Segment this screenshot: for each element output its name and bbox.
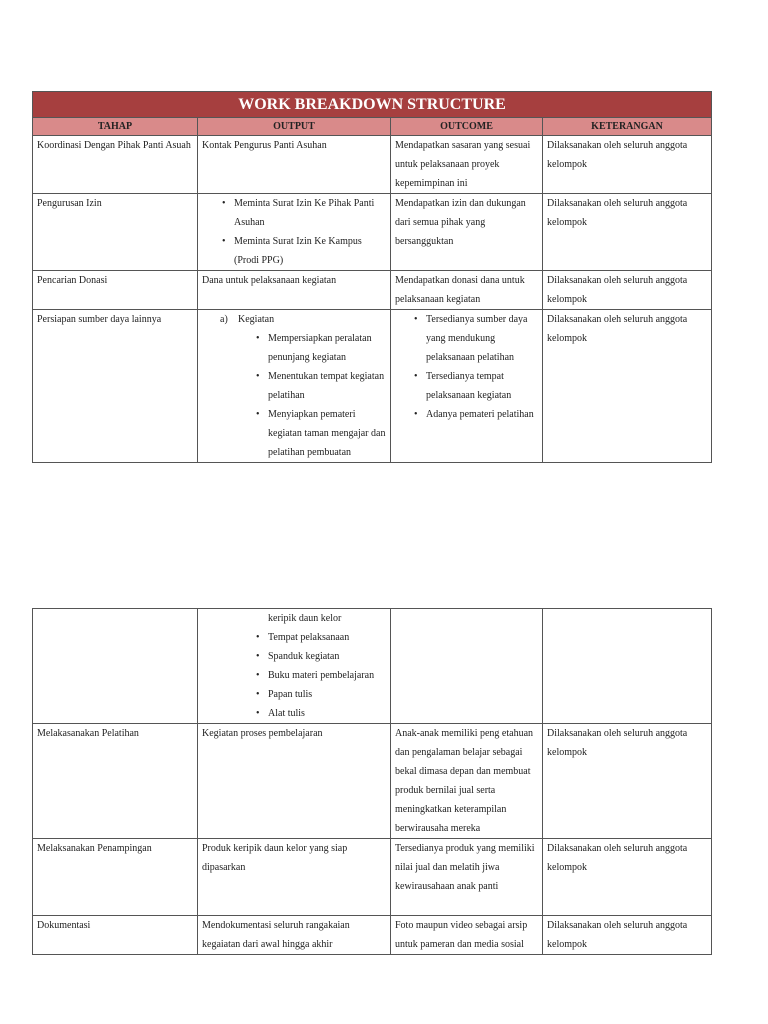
outcome-bullet-list xyxy=(395,310,538,424)
wbs-table-part1 xyxy=(32,91,712,463)
cell-tahap: Dokumentasi xyxy=(33,916,198,955)
header-keterangan: KETERANGAN xyxy=(543,118,712,136)
output-bullet-list xyxy=(202,628,386,723)
cell-output: Produk keripik daun kelor yang siap dipasarkan xyxy=(198,839,391,916)
cell-tahap: Pengurusan Izin xyxy=(33,194,198,271)
cell-keterangan xyxy=(543,609,712,724)
list-item-continued: keripik daun kelor xyxy=(268,613,342,624)
header-output: OUTPUT xyxy=(198,118,391,136)
table-row xyxy=(33,136,712,194)
cell-keterangan: Dilaksanakan oleh seluruh anggota kelompok xyxy=(543,310,712,463)
list-item: • Menyiapkan pemateri kegiatan taman mengajar dan pelatihan pembuatan xyxy=(268,405,386,462)
table-row xyxy=(33,839,712,916)
cell-output: Kegiatan proses pembelajaran xyxy=(198,724,391,839)
list-marker: a) xyxy=(220,314,228,325)
cell-outcome xyxy=(391,310,543,463)
list-item: • Spanduk kegiatan xyxy=(268,647,386,666)
table-row xyxy=(33,271,712,310)
header-tahap: TAHAP xyxy=(33,118,198,136)
list-item: • Papan tulis xyxy=(268,685,386,704)
list-item: • Alat tulis xyxy=(268,704,386,723)
table-title: WORK BREAKDOWN STRUCTURE xyxy=(33,92,712,118)
cell-outcome: Mendapatkan donasi dana untuk pelaksanaan kegiatan xyxy=(391,271,543,310)
cell-output xyxy=(198,310,391,463)
cell-keterangan: Dilaksanakan oleh seluruh anggota kelompok xyxy=(543,839,712,916)
cell-tahap xyxy=(33,609,198,724)
cell-tahap: Melaksanakan Penampingan xyxy=(33,839,198,916)
output-subheading xyxy=(202,310,386,329)
cell-outcome: Foto maupun video sebagai arsip untuk pameran dan media sosial xyxy=(391,916,543,955)
table-row xyxy=(33,724,712,839)
list-item: • Buku materi pembelajaran xyxy=(268,666,386,685)
cell-tahap: Pencarian Donasi xyxy=(33,271,198,310)
list-item: • Meminta Surat Izin Ke Kampus (Prodi PPG) xyxy=(234,232,386,270)
cell-output xyxy=(198,194,391,271)
header-row xyxy=(33,118,712,136)
cell-output xyxy=(198,609,391,724)
cell-outcome: Anak-anak memiliki peng etahuan dan pengalaman belajar sebagai bekal dimasa depan dan membuat produk bernilai jual serta meningkatkan keterampilan berwirausaha mereka xyxy=(391,724,543,839)
list-item: • Tempat pelaksanaan xyxy=(268,628,386,647)
table-row xyxy=(33,310,712,463)
cell-keterangan: Dilaksanakan oleh seluruh anggota kelompok xyxy=(543,271,712,310)
cell-outcome: Mendapatkan izin dan dukungan dari semua pihak yang bersangguktan xyxy=(391,194,543,271)
list-item: • Adanya pemateri pelatihan xyxy=(426,405,538,424)
cell-outcome: Mendapatkan sasaran yang sesuai untuk pelaksanaan proyek kepemimpinan ini xyxy=(391,136,543,194)
cell-keterangan: Dilaksanakan oleh seluruh anggota kelompok xyxy=(543,136,712,194)
cell-tahap: Persiapan sumber daya lainnya xyxy=(33,310,198,463)
table-row xyxy=(33,194,712,271)
table-row xyxy=(33,609,712,724)
list-item: • Mempersiapkan peralatan penunjang kegiatan xyxy=(268,329,386,367)
cell-outcome xyxy=(391,609,543,724)
output-bullet-list xyxy=(202,329,386,462)
cell-keterangan: Dilaksanakan oleh seluruh anggota kelompok xyxy=(543,916,712,955)
cell-tahap: Melakasanakan Pelatihan xyxy=(33,724,198,839)
cell-keterangan: Dilaksanakan oleh seluruh anggota kelompok xyxy=(543,724,712,839)
list-item: • Tersedianya tempat pelaksanaan kegiatan xyxy=(426,367,538,405)
cell-keterangan: Dilaksanakan oleh seluruh anggota kelompok xyxy=(543,194,712,271)
cell-tahap: Koordinasi Dengan Pihak Panti Asuah xyxy=(33,136,198,194)
cell-output: Kontak Pengurus Panti Asuhan xyxy=(198,136,391,194)
header-outcome: OUTCOME xyxy=(391,118,543,136)
cell-outcome: Tersedianya produk yang memiliki nilai jual dan melatih jiwa kewirausahaan anak panti xyxy=(391,839,543,916)
table-row xyxy=(33,916,712,955)
list-item: • Tersedianya sumber daya yang mendukung pelaksanaan pelatihan xyxy=(426,310,538,367)
cell-output: Dana untuk pelaksanaan kegiatan xyxy=(198,271,391,310)
wbs-table-part2 xyxy=(32,608,712,955)
subheading-label: Kegiatan xyxy=(238,314,275,325)
output-bullet-list xyxy=(202,194,386,270)
list-item: • Meminta Surat Izin Ke Pihak Panti Asuhan xyxy=(234,194,386,232)
list-item: • Menentukan tempat kegiatan pelatihan xyxy=(268,367,386,405)
cell-output: Mendokumentasi seluruh rangakaian kegaiatan dari awal hingga akhir xyxy=(198,916,391,955)
title-row xyxy=(33,92,712,118)
